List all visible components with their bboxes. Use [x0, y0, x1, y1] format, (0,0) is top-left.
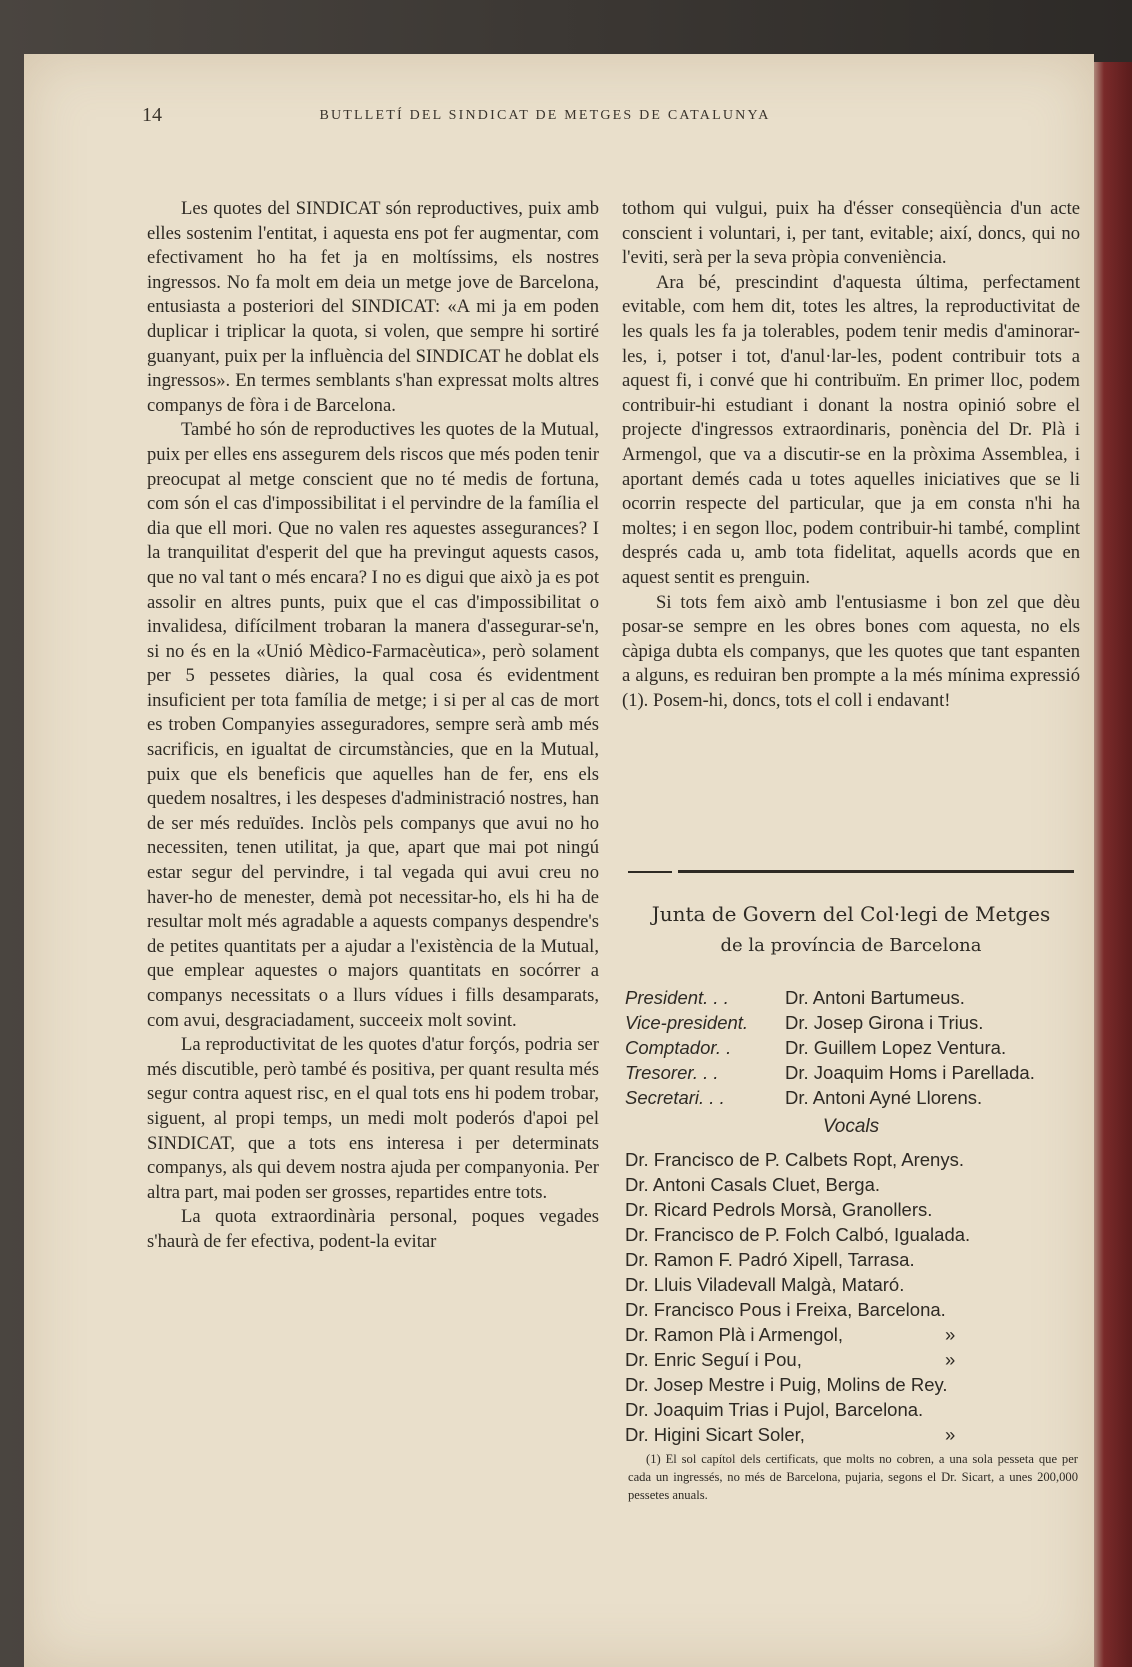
vocal-row — [625, 1397, 1085, 1422]
vocal-row — [625, 1372, 1085, 1397]
vocal-row — [625, 1147, 1085, 1172]
vocal-row — [625, 1422, 1085, 1447]
board-title-line-1: Junta de Govern del Col·legi de Metges — [651, 902, 1051, 926]
vocal-name: Dr. Francisco de P. Folch Calbó, Igualada. — [625, 1224, 971, 1245]
paragraph: tothom qui vulgui, puix ha d'ésser conseqüència d'un acte conscient i voluntari, i, per tant, evitable; així, doncs, qui no l'eviti, serà per la seva pròpia conveniència. — [622, 198, 1080, 269]
vocals-heading: Vocals — [822, 1116, 880, 1137]
paragraph: La reproductivitat de les quotes d'atur forçós, podria ser més discutible, però també és positiva, per quant resulta més segur contra aquest risc, en el qual tots ens hi podem trobar, siguent, al propi temps, un medi molt poderós d'apoi pel SINDICAT, que a tots ens interesa i per determinats companys, als qui devem nostra ajuda per companyonia. Per altra part, mai poden ser grosses, repartides entre tots. — [147, 1034, 599, 1203]
vocal-name: Dr. Higini Sicart Soler, — [625, 1424, 805, 1445]
officer-role: Tresorer. . . — [625, 1062, 719, 1083]
officer-name: Dr. Josep Girona i Trius. — [785, 1012, 984, 1033]
vocal-row — [625, 1272, 1085, 1297]
vocal-name: Dr. Josep Mestre i Puig, Molins de Rey. — [625, 1374, 948, 1395]
left-column — [147, 197, 599, 1255]
vocal-name: Dr. Francisco Pous i Freixa, Barcelona. — [625, 1299, 946, 1320]
vocal-name: Dr. Ramon F. Padró Xipell, Tarrasa. — [625, 1249, 915, 1270]
officer-name: Dr. Antoni Ayné Llorens. — [785, 1087, 983, 1108]
officer-name: Dr. Antoni Bartumeus. — [785, 987, 965, 1008]
divider-long — [678, 870, 1074, 873]
paragraph: Les quotes del SINDICAT són reproductives, puix amb elles sostenim l'entitat, i aquesta ens pot fer augmentar, com efectivament ho ha fet ja en moltíssims, els nostres ingressos. No fa molt em deia un metge jove de Barcelona, entusiasta a posteriori del SINDICAT: «A mi ja em poden duplicar i triplicar la quota, si volen, que sempre hi sortiré guanyant, puix per la influència del SINDICAT he doblat els ingressos». En termes semblants s'han expressat molts altres companys de fòra i de Barcelona. — [147, 198, 599, 416]
vocal-name: Dr. Francisco de P. Calbets Ropt, Arenys. — [625, 1149, 964, 1170]
vocal-row — [625, 1322, 1085, 1347]
paragraph: Ara bé, prescindint d'aquesta última, perfectament evitable, com hem dit, totes les altres, la reproductivitat de les quals les fa ja tolerables, podem tenir medis d'aminorar-les, i, potser i tot, d'anul·lar-les, podent contribuir tots a aquest fi, i convé que hi contribuïm. En primer lloc, podem contribuir-hi estudiant i donant la nostra opinió sobre el projecte d'ingressos extraordinaris, ponència del Dr. Plà i Armengol, que va a discutir-se en la pròxima Assemblea, i aportant demés cada u totes aquelles iniciatives que se li ocorrin respecte del particular, que ja em consta n'hi ha moltes; i en segon lloc, podem contribuir-hi també, complint després cada u, amb tota fidelitat, aquells acords que en aquest sentit es prenguin. — [622, 271, 1080, 588]
officer-row — [625, 1010, 1085, 1035]
paragraph: També ho són de reproductives les quotes de la Mutual, puix per elles ens assegurem dels riscos que més poden tenir preocupat al metge conscient que no té medis de fortuna, com són el cas d'impossibilitat i el pervindre de la família el dia que ell mori. Que no valen res aquestes assegurances? I la tranquilitat d'esperit del que ha previngut aquests casos, que no val tant o més encara? I no es digui que això ja es pot assolir en altres punts, puix que el cas d'impossibilitat o invalidesa, difícilment trobaran la manera d'assegurar-se'n, si no és en la «Unió Mèdico-Farmacèutica», però solament per 5 pessetes diàries, la qual cosa és evidentment insuficient per tota família de metge; i si per al cas de mort es troben Companyies asseguradores, sempre serà amb més sacrificis, en igualtat de circumstàncies, que en la Mutual, puix que els beneficis que aquelles han de fer, ens els quedem nosaltres, i les despeses d'administració nostres, han de ser més reduïdes. Inclòs pels companys que avui no ho necessiten, tenen utilitat, ja que, apart que mai pot ningú estar segur del pervindre, i tal vegada qui avui creu no haver-ho de menester, demà pot necessitar-ho, els hi ha de resultar molt més agradable a aquests companys despendre's de petites quantitats per a ajudar a l'existència de la Mutual, que emplear aquestes o majors quantitats en socórrer a companys necessitats o a llurs vídues i fills desamparats, com avui, desgraciadament, succeeix molt sovint. — [147, 419, 599, 1031]
vocal-row — [625, 1197, 1085, 1222]
officer-role: Secretari. . . — [625, 1087, 725, 1108]
officer-role: President. . . — [625, 987, 729, 1008]
officer-role: Vice-president. — [625, 1012, 749, 1033]
officers-list — [625, 985, 1085, 1110]
vocal-name: Dr. Antoni Casals Cluet, Berga. — [625, 1174, 881, 1195]
vocal-row — [625, 1172, 1085, 1197]
board-title — [622, 898, 1080, 962]
vocal-row — [625, 1222, 1085, 1247]
paragraph: La quota extraordinària personal, poques vegades s'haurà de fer efectiva, podent-la evitar — [147, 1206, 599, 1252]
officer-row — [625, 985, 1085, 1010]
right-column — [622, 197, 1080, 713]
officer-row — [625, 1035, 1085, 1060]
officer-row — [625, 1060, 1085, 1085]
section-divider — [628, 869, 1074, 877]
vocal-name: Dr. Ricard Pedrols Morsà, Granollers. — [625, 1199, 933, 1220]
page-edge — [1092, 62, 1132, 1667]
vocal-row — [625, 1297, 1085, 1322]
vocal-name: Dr. Lluis Viladevall Malgà, Mataró. — [625, 1274, 905, 1295]
vocal-row — [625, 1347, 1085, 1372]
ditto-mark: » — [945, 1324, 956, 1345]
page-header — [120, 100, 1080, 130]
page-number: 14 — [142, 104, 162, 126]
paragraph: Si tots fem això amb l'entusiasme i bon zel que dèu posar-se sempre en les obres bones com aquesta, no els càpiga dubta els companys, que les quotes que tant espanten a alguns, es reduiran ben prompte a la més mínima expressió (1). Posem-hi, doncs, tots el coll i endavant! — [622, 591, 1080, 711]
officer-name: Dr. Guillem Lopez Ventura. — [785, 1037, 1007, 1058]
officer-role: Comptador. . — [625, 1037, 732, 1058]
vocal-row — [625, 1247, 1085, 1272]
vocal-name: Dr. Joaquim Trias i Pujol, Barcelona. — [625, 1399, 924, 1420]
ditto-mark: » — [945, 1349, 956, 1370]
vocal-name: Dr. Ramon Plà i Armengol, — [625, 1324, 843, 1345]
officer-name: Dr. Joaquim Homs i Parellada. — [785, 1062, 1035, 1083]
divider-short — [628, 871, 672, 873]
vocals-list — [625, 1147, 1085, 1447]
ditto-mark: » — [945, 1424, 956, 1445]
board-title-line-2: de la província de Barcelona — [720, 935, 982, 956]
vocal-name: Dr. Enric Seguí i Pou, — [625, 1349, 802, 1370]
footnote: (1) El sol capítol dels certificats, que molts no cobren, a una sola pesseta que per cada un ingressés, no més de Barcelona, pujaria, segons el Dr. Sicart, a unes 200,000 pessetes anuals. — [628, 1452, 1078, 1502]
running-head: BUTLLETÍ DEL SINDICAT DE METGES DE CATALUNYA — [319, 108, 771, 123]
officer-row — [625, 1085, 1085, 1110]
